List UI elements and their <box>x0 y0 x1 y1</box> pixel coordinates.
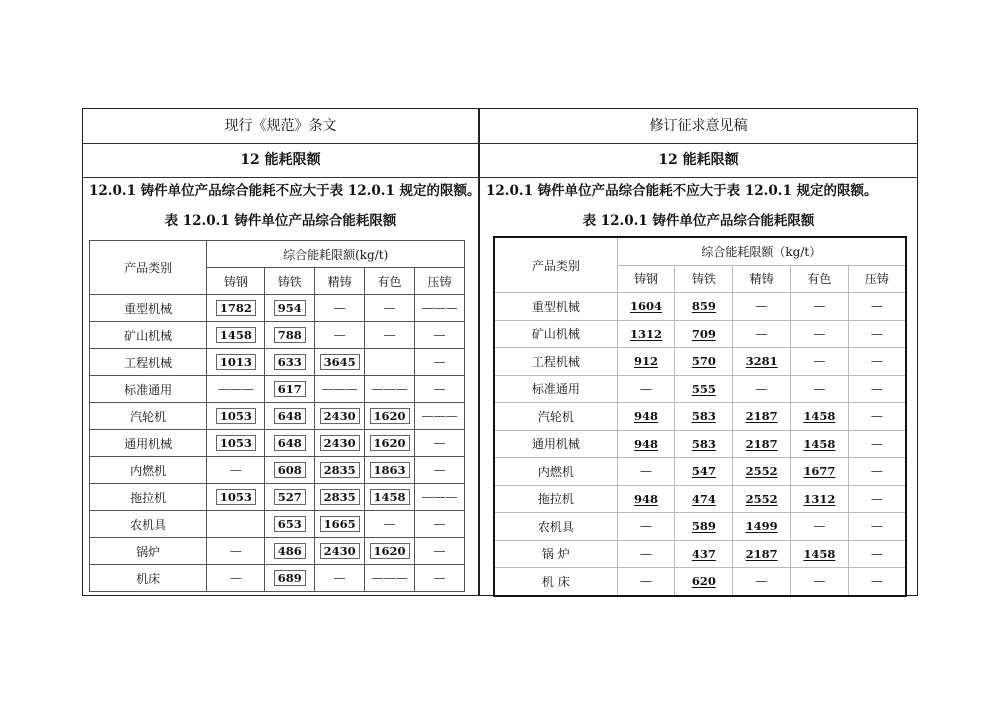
table-cell <box>207 430 265 457</box>
table-cell <box>265 511 315 538</box>
cell-value: 1458 <box>803 409 836 424</box>
row-label: 重型机械 <box>90 295 207 322</box>
table-cell <box>848 485 906 513</box>
table-cell <box>415 430 465 457</box>
table-row <box>90 538 465 565</box>
cell-value: — <box>813 381 826 396</box>
cell-value: — <box>640 464 653 479</box>
cell-value: — <box>755 326 768 341</box>
table-cell <box>617 320 675 348</box>
table-cell <box>790 568 848 596</box>
cell-value: — <box>813 326 826 341</box>
cell-value: 1312 <box>803 491 836 506</box>
table-cell <box>617 403 675 431</box>
cell-value: 1620 <box>370 408 410 424</box>
table-cell <box>790 293 848 321</box>
cell-value: 2187 <box>745 436 778 451</box>
table-cell <box>733 375 791 403</box>
right-col-header: 铸钢 <box>617 265 675 293</box>
table-cell <box>265 484 315 511</box>
cell-value: 648 <box>274 435 306 451</box>
table-cell <box>733 348 791 376</box>
table-row <box>494 458 906 486</box>
table-cell <box>848 348 906 376</box>
cell-value: 2430 <box>320 435 360 451</box>
cell-value: 2552 <box>745 491 778 506</box>
table-cell <box>315 511 365 538</box>
cell-value: 1053 <box>216 408 256 424</box>
table-cell <box>733 568 791 596</box>
cell-value: 2430 <box>320 408 360 424</box>
table-cell <box>207 511 265 538</box>
table-row <box>90 511 465 538</box>
table-cell <box>415 511 465 538</box>
cell-value: — <box>755 381 768 396</box>
table-cell <box>733 403 791 431</box>
cell-value: 1863 <box>370 462 410 478</box>
cell-value: — <box>640 381 653 396</box>
row-label: 汽轮机 <box>494 403 617 431</box>
table-cell <box>415 457 465 484</box>
table-row <box>494 513 906 541</box>
cell-value: 583 <box>691 436 716 451</box>
row-label: 标准通用 <box>90 376 207 403</box>
table-cell <box>848 375 906 403</box>
table-cell <box>790 375 848 403</box>
cell-value: — <box>870 491 883 506</box>
cell-value: — <box>870 326 883 341</box>
cell-value: — <box>433 544 446 558</box>
cell-value: — <box>383 328 396 342</box>
table-cell <box>415 349 465 376</box>
cell-value: 1458 <box>370 489 410 505</box>
table-cell <box>365 457 415 484</box>
cell-value: — <box>333 328 346 342</box>
cell-value: — <box>229 463 242 477</box>
table-cell <box>265 322 315 349</box>
left-table-caption: 表 12.0.1 铸件单位产品综合能耗限额 <box>164 213 397 229</box>
cell-value: 1782 <box>216 300 256 316</box>
table-cell <box>790 458 848 486</box>
cell-value: 1458 <box>803 436 836 451</box>
cell-value: — <box>870 436 883 451</box>
table-cell <box>415 376 465 403</box>
table-cell <box>365 349 415 376</box>
right-energy-table <box>493 236 907 597</box>
row-label: 矿山机械 <box>90 322 207 349</box>
table-cell <box>848 540 906 568</box>
cell-value: 653 <box>274 516 306 532</box>
table-cell <box>207 349 265 376</box>
table-cell <box>848 403 906 431</box>
table-cell <box>315 349 365 376</box>
cell-value: — <box>383 517 396 531</box>
table-cell <box>365 484 415 511</box>
cell-value: 1053 <box>216 489 256 505</box>
cell-value: 547 <box>691 464 716 479</box>
row-label: 通用机械 <box>90 430 207 457</box>
table-cell <box>315 538 365 565</box>
table-cell <box>265 403 315 430</box>
cell-value: — <box>870 381 883 396</box>
cell-value: — <box>433 571 446 585</box>
table-row <box>494 375 906 403</box>
cell-value: — <box>229 544 242 558</box>
cell-value: 948 <box>634 409 659 424</box>
cell-value: ——— <box>321 382 358 396</box>
table-row <box>494 293 906 321</box>
table-cell <box>790 320 848 348</box>
table-cell <box>315 457 365 484</box>
right-col-header: 铸铁 <box>675 265 733 293</box>
table-cell <box>365 322 415 349</box>
table-cell <box>848 458 906 486</box>
row-label: 锅炉 <box>90 538 207 565</box>
table-cell <box>265 538 315 565</box>
right-table-caption: 表 12.0.1 铸件单位产品综合能耗限额 <box>582 213 815 229</box>
cell-value: — <box>755 574 768 589</box>
cell-value: — <box>813 299 826 314</box>
row-label: 农机具 <box>90 511 207 538</box>
right-col-header: 精铸 <box>733 265 791 293</box>
cell-value: 2835 <box>320 489 360 505</box>
cell-value: 620 <box>691 574 716 589</box>
cell-value: — <box>870 519 883 534</box>
cell-value: 709 <box>691 326 716 341</box>
table-cell <box>733 320 791 348</box>
table-row <box>90 403 465 430</box>
table-row <box>494 540 906 568</box>
left-energy-table <box>89 240 465 592</box>
cell-value: 2552 <box>745 464 778 479</box>
table-cell <box>675 348 733 376</box>
cell-value: — <box>229 571 242 585</box>
table-cell <box>265 376 315 403</box>
cell-value: 527 <box>274 489 306 505</box>
row-label: 工程机械 <box>90 349 207 376</box>
cell-value: 1053 <box>216 435 256 451</box>
table-cell <box>675 320 733 348</box>
table-cell <box>415 484 465 511</box>
table-cell <box>617 540 675 568</box>
table-cell <box>790 348 848 376</box>
row-label: 汽轮机 <box>90 403 207 430</box>
table-cell <box>207 376 265 403</box>
cell-value: 555 <box>691 381 716 396</box>
table-cell <box>265 565 315 592</box>
table-cell <box>365 295 415 322</box>
table-row <box>90 430 465 457</box>
cell-value: 1620 <box>370 543 410 559</box>
cell-value: — <box>640 519 653 534</box>
cell-value: — <box>433 517 446 531</box>
cell-value: — <box>383 301 396 315</box>
table-cell <box>790 430 848 458</box>
cell-value: 1013 <box>216 354 256 370</box>
table-cell <box>675 430 733 458</box>
cell-value: — <box>870 354 883 369</box>
row-label: 矿山机械 <box>494 320 617 348</box>
table-cell <box>415 322 465 349</box>
table-cell <box>207 538 265 565</box>
table-row <box>494 568 906 596</box>
table-cell <box>675 485 733 513</box>
table-row <box>494 485 906 513</box>
left-col-header: 压铸 <box>415 268 465 295</box>
row-label: 通用机械 <box>494 430 617 458</box>
table-cell <box>617 430 675 458</box>
left-section-title: 12 能耗限额 <box>240 152 321 168</box>
table-cell <box>733 430 791 458</box>
right-row-header: 产品类别 <box>494 237 617 293</box>
cell-value: 608 <box>274 462 306 478</box>
row-label: 机床 <box>90 565 207 592</box>
current-spec-header: 现行《规范》条文 <box>224 118 337 134</box>
table-cell <box>207 484 265 511</box>
right-clause-text: 12.0.1 铸件单位产品综合能耗不应大于表 12.0.1 规定的限额。 <box>486 183 878 199</box>
cell-value: 1665 <box>320 516 360 532</box>
table-cell <box>415 295 465 322</box>
table-cell <box>675 403 733 431</box>
cell-value: — <box>813 354 826 369</box>
cell-value: — <box>640 546 653 561</box>
table-cell <box>733 485 791 513</box>
cell-value: 648 <box>274 408 306 424</box>
cell-value: — <box>333 301 346 315</box>
table-cell <box>848 568 906 596</box>
table-cell <box>415 538 465 565</box>
cell-value: — <box>870 464 883 479</box>
table-cell <box>315 376 365 403</box>
row-label: 拖拉机 <box>90 484 207 511</box>
table-cell <box>315 403 365 430</box>
table-cell <box>207 322 265 349</box>
cell-value: ——— <box>371 571 408 585</box>
table-cell <box>315 484 365 511</box>
table-cell <box>675 458 733 486</box>
cell-value: 1458 <box>803 546 836 561</box>
cell-value: 589 <box>691 519 716 534</box>
table-cell <box>365 565 415 592</box>
cell-value: — <box>870 574 883 589</box>
cell-value: ——— <box>217 382 254 396</box>
table-cell <box>207 565 265 592</box>
cell-value: ——— <box>421 490 458 504</box>
table-cell <box>265 430 315 457</box>
table-cell <box>675 513 733 541</box>
right-col-header: 压铸 <box>848 265 906 293</box>
table-cell <box>617 375 675 403</box>
table-cell <box>733 293 791 321</box>
cell-value: 633 <box>274 354 306 370</box>
cell-value: 474 <box>691 491 716 506</box>
table-cell <box>790 403 848 431</box>
comparison-frame <box>82 108 918 596</box>
cell-value: 1499 <box>745 519 778 534</box>
cell-value: 1677 <box>803 464 836 479</box>
row-label: 拖拉机 <box>494 485 617 513</box>
row-label: 农机具 <box>494 513 617 541</box>
left-col-header: 铸铁 <box>265 268 315 295</box>
left-row-header: 产品类别 <box>90 241 207 295</box>
row-label: 工程机械 <box>494 348 617 376</box>
cell-value: — <box>433 355 446 369</box>
table-cell <box>617 458 675 486</box>
table-cell <box>675 540 733 568</box>
table-cell <box>675 293 733 321</box>
left-col-header: 铸钢 <box>207 268 265 295</box>
table-cell <box>315 322 365 349</box>
row-label: 标准通用 <box>494 375 617 403</box>
cell-value: 486 <box>274 543 306 559</box>
table-cell <box>675 568 733 596</box>
table-cell <box>365 430 415 457</box>
cell-value: — <box>813 519 826 534</box>
row-label: 锅 炉 <box>494 540 617 568</box>
table-cell <box>365 538 415 565</box>
table-cell <box>617 568 675 596</box>
cell-value: 617 <box>274 381 306 397</box>
table-cell <box>315 295 365 322</box>
table-cell <box>617 348 675 376</box>
cell-value: 859 <box>691 299 716 314</box>
row-label: 重型机械 <box>494 293 617 321</box>
cell-value: — <box>755 299 768 314</box>
cell-value: — <box>870 546 883 561</box>
table-row <box>90 376 465 403</box>
cell-value: — <box>433 382 446 396</box>
cell-value: ——— <box>421 409 458 423</box>
revision-draft-header: 修订征求意见稿 <box>649 118 748 134</box>
cell-value: — <box>333 571 346 585</box>
cell-value: ——— <box>421 301 458 315</box>
row-label: 机 床 <box>494 568 617 596</box>
table-row <box>494 348 906 376</box>
cell-value: 954 <box>274 300 306 316</box>
right-group-header: 综合能耗限额（kg/t） <box>617 237 906 265</box>
cell-value: — <box>433 436 446 450</box>
left-clause-text: 12.0.1 铸件单位产品综合能耗不应大于表 12.0.1 规定的限额。 <box>89 183 481 199</box>
left-col-header: 精铸 <box>315 268 365 295</box>
cell-value: 1604 <box>630 299 663 314</box>
table-cell <box>207 457 265 484</box>
cell-value: — <box>640 574 653 589</box>
table-cell <box>733 540 791 568</box>
table-cell <box>265 457 315 484</box>
left-group-header: 综合能耗限额(kg/t) <box>207 241 465 268</box>
table-cell <box>365 403 415 430</box>
table-cell <box>617 293 675 321</box>
table-cell <box>265 349 315 376</box>
cell-value: 2430 <box>320 543 360 559</box>
table-cell <box>365 376 415 403</box>
cell-value: 948 <box>634 436 659 451</box>
left-col-header: 有色 <box>365 268 415 295</box>
table-row <box>90 565 465 592</box>
right-col-header: 有色 <box>790 265 848 293</box>
table-row <box>494 430 906 458</box>
table-cell <box>848 430 906 458</box>
cell-value: — <box>870 299 883 314</box>
cell-value: 2187 <box>745 546 778 561</box>
cell-value: — <box>870 409 883 424</box>
cell-value: — <box>433 328 446 342</box>
cell-value: 1312 <box>630 326 663 341</box>
table-cell <box>848 320 906 348</box>
table-cell <box>790 485 848 513</box>
table-row <box>90 322 465 349</box>
table-cell <box>617 485 675 513</box>
table-cell <box>207 295 265 322</box>
table-row <box>90 349 465 376</box>
table-cell <box>365 511 415 538</box>
cell-value: 2835 <box>320 462 360 478</box>
cell-value: — <box>813 574 826 589</box>
table-cell <box>315 430 365 457</box>
table-cell <box>733 458 791 486</box>
cell-value: 2187 <box>745 409 778 424</box>
table-cell <box>675 375 733 403</box>
table-row <box>90 457 465 484</box>
cell-value: 948 <box>634 491 659 506</box>
row-label: 内燃机 <box>90 457 207 484</box>
table-row <box>90 295 465 322</box>
table-cell <box>415 403 465 430</box>
cell-value: 3281 <box>745 354 778 369</box>
table-cell <box>848 513 906 541</box>
table-cell <box>315 565 365 592</box>
cell-value: 912 <box>634 354 659 369</box>
cell-value: 1620 <box>370 435 410 451</box>
table-cell <box>415 565 465 592</box>
cell-value: — <box>433 463 446 477</box>
cell-value: 1458 <box>216 327 256 343</box>
cell-value: 583 <box>691 409 716 424</box>
cell-value: 3645 <box>320 354 360 370</box>
table-row <box>494 320 906 348</box>
table-cell <box>848 293 906 321</box>
cell-value: 788 <box>274 327 306 343</box>
table-row <box>494 403 906 431</box>
section-divider <box>83 177 917 178</box>
table-cell <box>617 513 675 541</box>
table-cell <box>265 295 315 322</box>
table-cell <box>733 513 791 541</box>
table-row <box>90 484 465 511</box>
cell-value: 570 <box>691 354 716 369</box>
right-section-title: 12 能耗限额 <box>658 152 739 168</box>
table-cell <box>790 540 848 568</box>
cell-value: ——— <box>371 382 408 396</box>
table-cell <box>790 513 848 541</box>
table-cell <box>207 403 265 430</box>
cell-value: 437 <box>691 546 716 561</box>
cell-value: 689 <box>274 570 306 586</box>
row-label: 内燃机 <box>494 458 617 486</box>
